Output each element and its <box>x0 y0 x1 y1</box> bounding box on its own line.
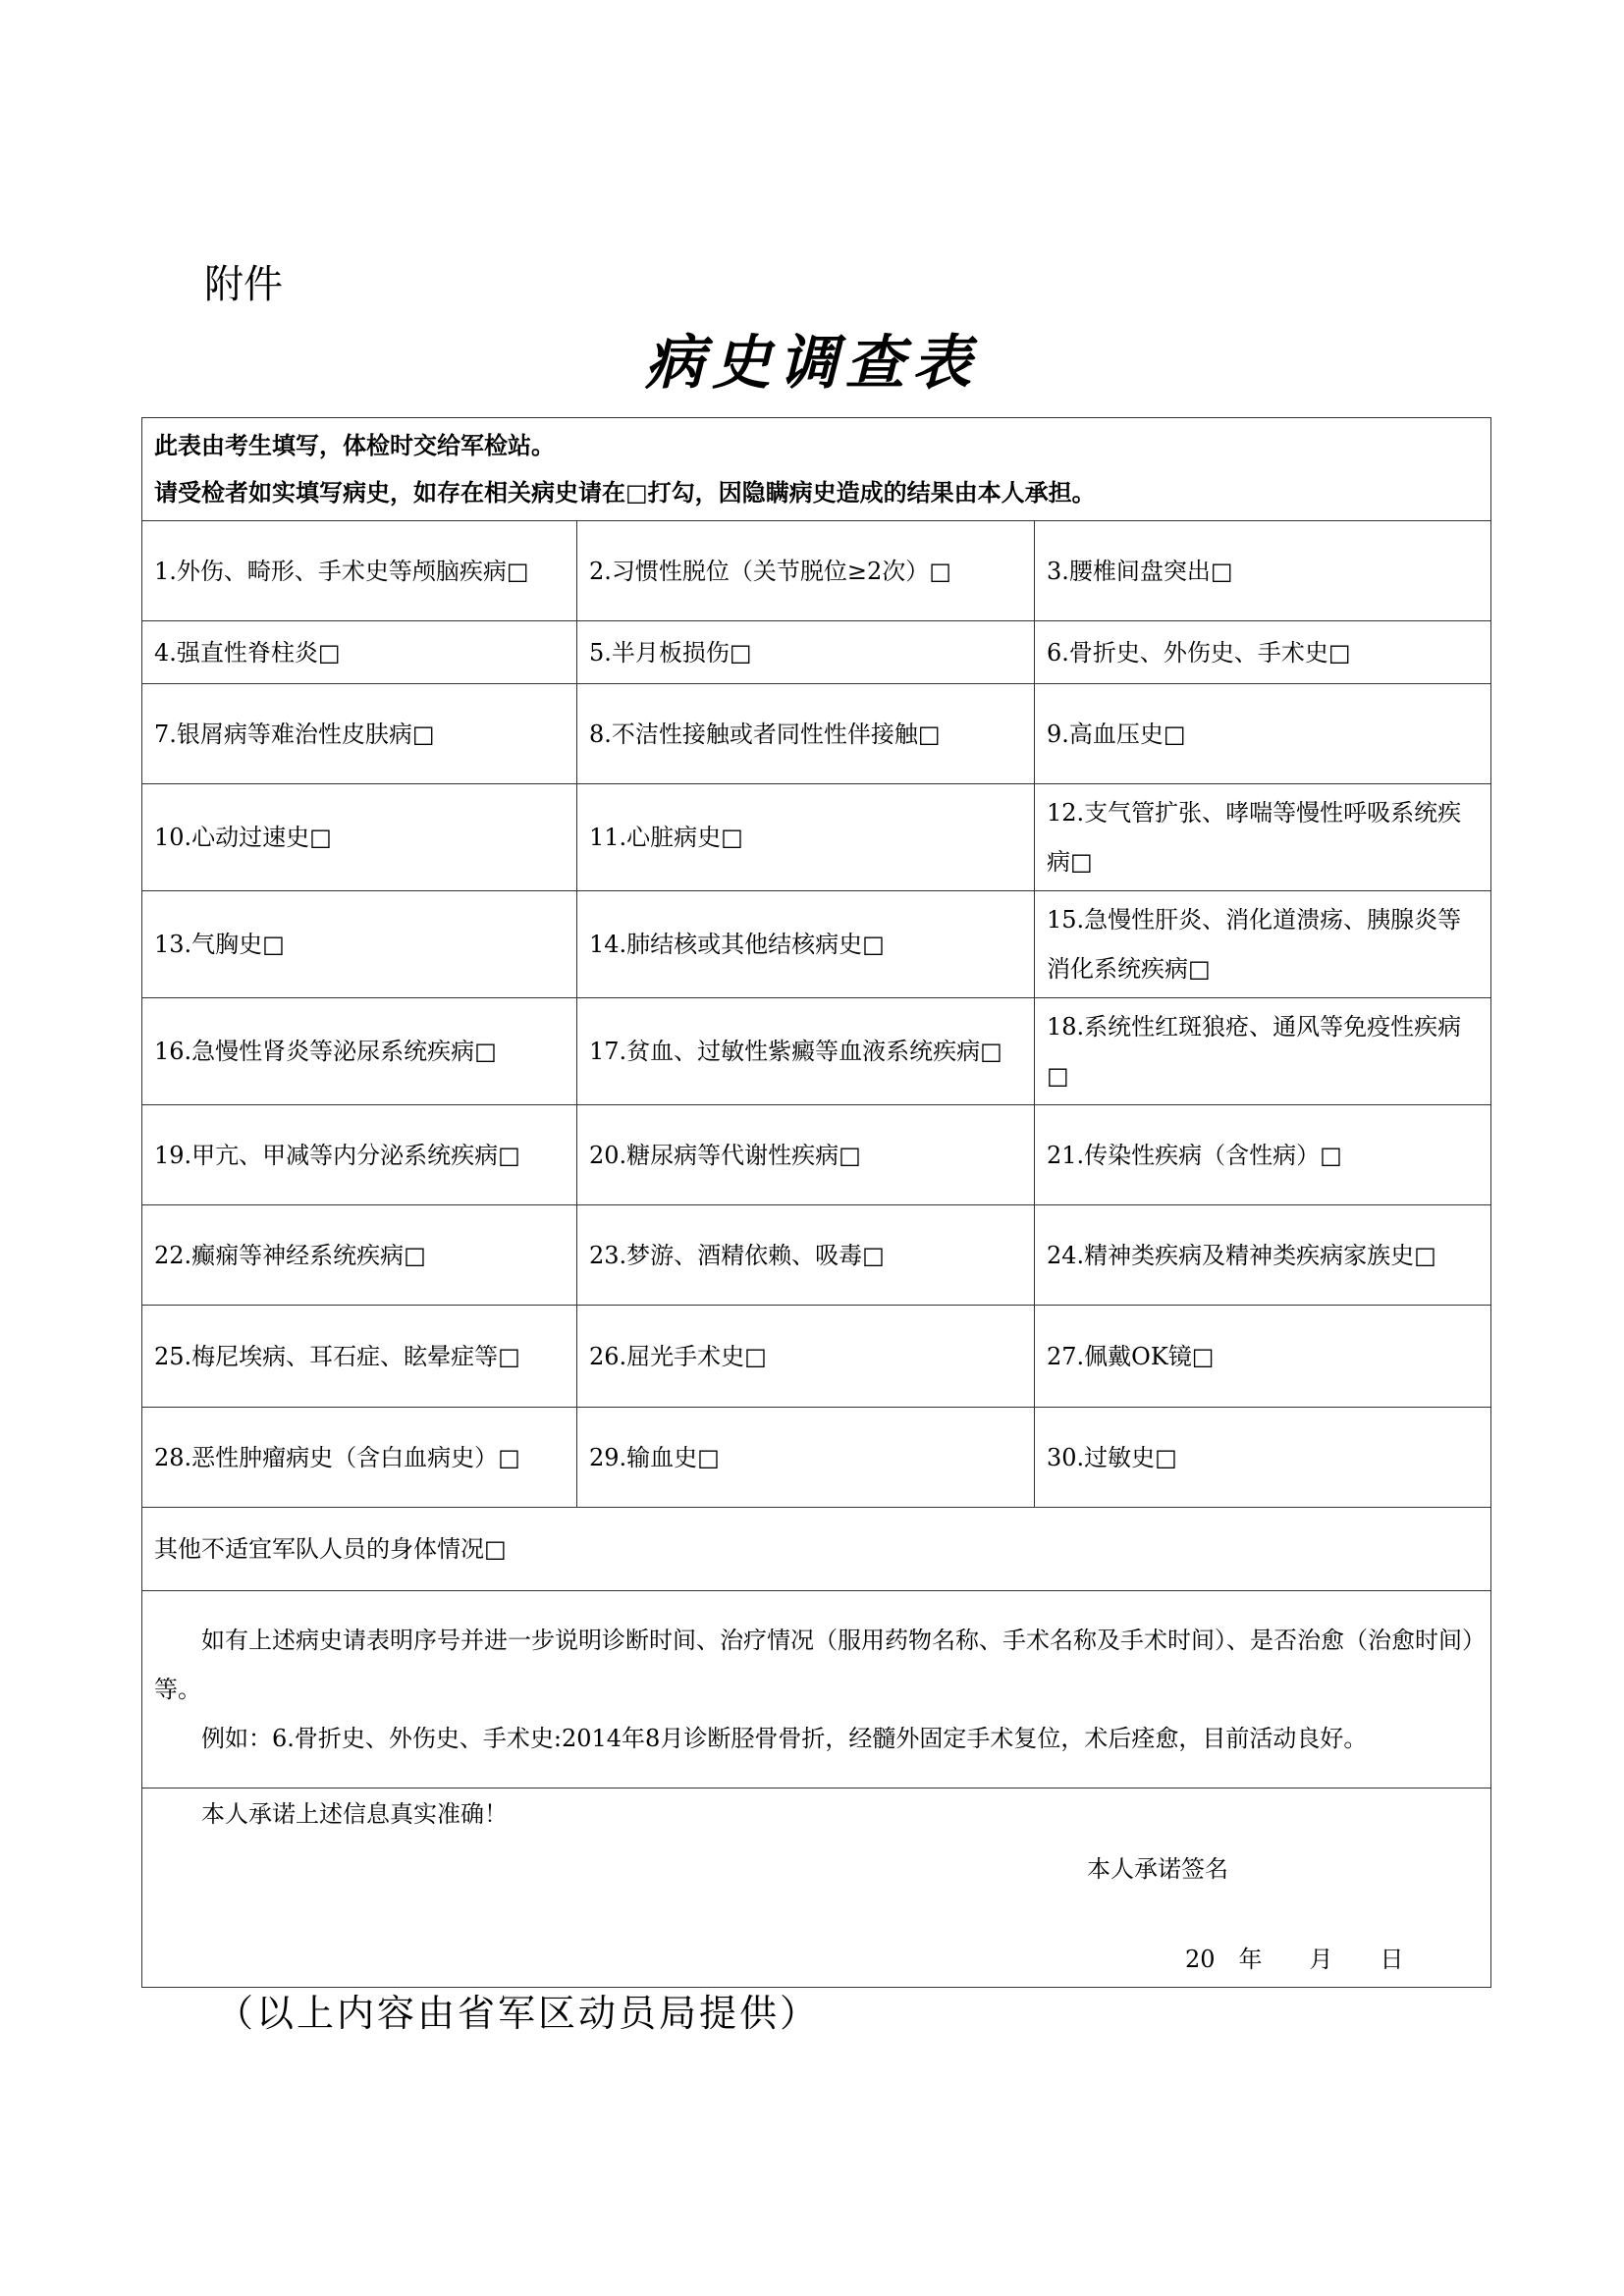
intro-line-1: 此表由考生填写，体检时交给军检站。 <box>154 432 555 459</box>
explanation-example: 例如：6.骨折史、外伤史、手术史:2014年8月诊断胫骨骨折，经髓外固定手术复位，术后痊愈，目前活动良好。 <box>201 1725 1368 1752</box>
signature-label[interactable]: 本人承诺签名 <box>1087 1855 1228 1883</box>
history-item[interactable]: 12.支气管扩张、哮喘等慢性呼吸系统疾病□ <box>1035 784 1491 891</box>
history-item[interactable]: 30.过敏史□ <box>1035 1408 1491 1508</box>
history-item[interactable]: 9.高血压史□ <box>1035 684 1491 784</box>
history-item[interactable]: 19.甲亢、甲减等内分泌系统疾病□ <box>142 1105 577 1205</box>
history-item[interactable]: 16.急慢性肾炎等泌尿系统疾病□ <box>142 998 577 1105</box>
footer-note: （以上内容由省军区动员局提供） <box>216 1992 821 2035</box>
date-field[interactable]: 20 年 月 日 <box>1185 1946 1404 1973</box>
attachment-label: 附件 <box>204 262 283 307</box>
history-item[interactable]: 28.恶性肿瘤病史（含白血病史）□ <box>142 1408 577 1508</box>
history-item[interactable]: 20.糖尿病等代谢性疾病□ <box>577 1105 1035 1205</box>
history-item[interactable]: 5.半月板损伤□ <box>577 621 1035 684</box>
history-item[interactable]: 6.骨折史、外伤史、手术史□ <box>1035 621 1491 684</box>
history-item[interactable]: 26.屈光手术史□ <box>577 1306 1035 1408</box>
history-item[interactable]: 29.输血史□ <box>577 1408 1035 1508</box>
history-item[interactable]: 13.气胸史□ <box>142 891 577 998</box>
history-item[interactable]: 23.梦游、酒精依赖、吸毒□ <box>577 1205 1035 1306</box>
history-item[interactable]: 8.不洁性接触或者同性性伴接触□ <box>577 684 1035 784</box>
medical-history-form <box>141 417 1491 1988</box>
history-item[interactable]: 1.外伤、畸形、手术史等颅脑疾病□ <box>142 521 577 621</box>
promise-cell <box>142 1789 1491 1988</box>
history-item[interactable]: 10.心动过速史□ <box>142 784 577 891</box>
history-item[interactable]: 27.佩戴OK镜□ <box>1035 1306 1491 1408</box>
history-item[interactable]: 22.癫痫等神经系统疾病□ <box>142 1205 577 1306</box>
history-item[interactable]: 7.银屑病等难治性皮肤病□ <box>142 684 577 784</box>
other-condition-item[interactable]: 其他不适宜军队人员的身体情况□ <box>142 1508 1491 1591</box>
page-title: 病史调查表 <box>645 329 979 398</box>
promise-statement: 本人承诺上述信息真实准确！ <box>201 1800 508 1828</box>
history-item[interactable]: 11.心脏病史□ <box>577 784 1035 891</box>
history-item[interactable]: 24.精神类疾病及精神类疾病家族史□ <box>1035 1205 1491 1306</box>
history-item[interactable]: 4.强直性脊柱炎□ <box>142 621 577 684</box>
history-item[interactable]: 3.腰椎间盘突出□ <box>1035 521 1491 621</box>
intro-cell <box>142 418 1491 521</box>
history-item[interactable]: 2.习惯性脱位（关节脱位≥2次）□ <box>577 521 1035 621</box>
history-item[interactable]: 18.系统性红斑狼疮、通风等免疫性疾病□ <box>1035 998 1491 1105</box>
explanation-cell[interactable] <box>142 1591 1491 1789</box>
history-item[interactable]: 14.肺结核或其他结核病史□ <box>577 891 1035 998</box>
intro-line-2: 请受检者如实填写病史，如存在相关病史请在□打勾，因隐瞒病史造成的结果由本人承担。 <box>154 479 1096 507</box>
history-item[interactable]: 21.传染性疾病（含性病）□ <box>1035 1105 1491 1205</box>
history-item[interactable]: 15.急慢性肝炎、消化道溃疡、胰腺炎等消化系统疾病□ <box>1035 891 1491 998</box>
explanation-instructions: 如有上述病史请表明序号并进一步说明诊断时间、治疗情况（服用药物名称、手术名称及手术时间）、是否治愈（治愈时间）等。 <box>154 1627 1474 1703</box>
history-item[interactable]: 25.梅尼埃病、耳石症、眩晕症等□ <box>142 1306 577 1408</box>
history-item[interactable]: 17.贫血、过敏性紫癜等血液系统疾病□ <box>577 998 1035 1105</box>
